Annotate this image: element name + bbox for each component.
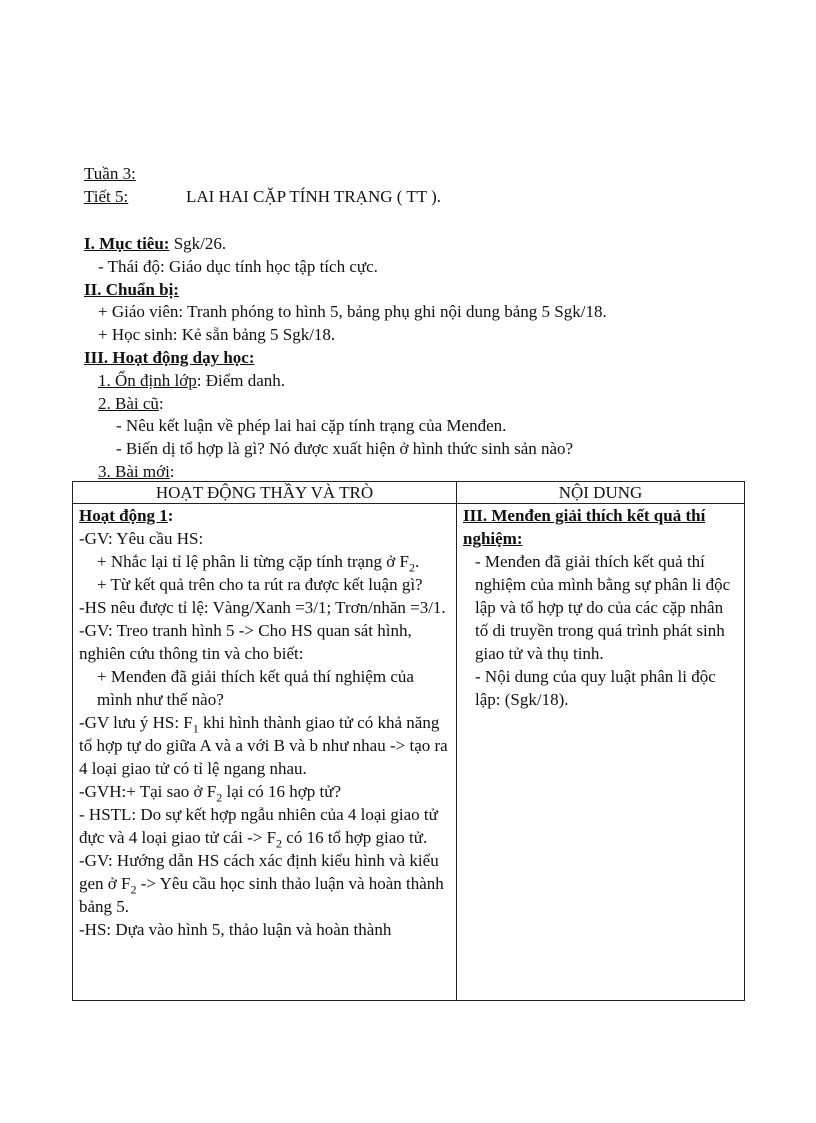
left-line: + Nhắc lại tỉ lệ phân li từng cặp tính trạng ở $F_2$.	[97, 552, 420, 575]
left-line: -GV lưu ý HS: $F_1$ khi hình thành giao tử có khả năng tổ hợp tự do giữa A và a với B và b như nhau -> tạo ra 4 loại giao tử có tỉ lệ ngang nhau.	[79, 713, 448, 778]
objectives-value: Sgk/26.	[173, 234, 227, 253]
activities-label: III. Hoạt động dạy học:	[84, 348, 255, 367]
lesson-title: LAI HAI CẶP TÍNH TRẠNG ( TT ).	[186, 187, 441, 206]
attitude-line: - Thái độ: Giáo dục tính học tập tích cực.	[98, 257, 378, 276]
left-line: + Từ kết quả trên cho ta rút ra được kết luận gì?	[97, 575, 423, 594]
left-line: + Menđen đã giải thích kết quả thí nghiệm của mình như thế nào?	[97, 667, 414, 709]
left-line: -HS: Dựa vào hình 5, thảo luận và hoàn thành	[79, 920, 392, 939]
lesson-label: Tiết 5:	[84, 187, 129, 206]
review-question-2: - Biến dị tổ hợp là gì? Nó được xuất hiện ở hình thức sinh sản nào?	[116, 439, 574, 458]
left-line: -HS nêu được tỉ lệ: Vàng/Xanh =3/1; Trơn/nhăn =3/1.	[79, 598, 446, 617]
item-old-lesson: 2. Bài cũ:	[98, 394, 164, 413]
left-line: -GV: Treo tranh hình 5 -> Cho HS quan sát hình, nghiên cứu thông tin và cho biết:	[79, 621, 412, 663]
content-paragraph: - Nội dung của quy luật phân li độc lập: (Sgk/18).	[475, 667, 716, 709]
left-line: -GVH:+ Tại sao ở $F_2$ lại có 16 hợp tử?	[79, 782, 342, 805]
preparation-label: II. Chuẩn bị:	[84, 280, 179, 299]
week-label: Tuần 3:	[84, 164, 136, 183]
review-question-1: - Nêu kết luận về phép lai hai cặp tính trạng của Menđen.	[116, 416, 507, 435]
header-content: NỘI DUNG	[457, 482, 745, 504]
student-preparation: + Học sinh: Kẻ sẵn bảng 5 Sgk/18.	[98, 325, 336, 344]
lesson-table	[72, 481, 745, 1001]
item-stabilize-class: 1. Ổn định lớp: Điểm danh.	[98, 371, 286, 390]
header-teacher-student: HOẠT ĐỘNG THẦY VÀ TRÒ	[73, 482, 457, 504]
content-paragraph: - Menđen đã giải thích kết quả thí nghiệm của mình bằng sự phân li độc lập và tổ hợp tự do của các cặp nhân tố di truyền trong quá trình phát sinh giao tử và thụ tinh.	[475, 552, 731, 663]
left-line: -GV: Hướng dẫn HS cách xác định kiểu hình và kiểu gen ở $F_2$ -> Yêu cầu học sinh thảo luận và hoàn thành bảng 5.	[79, 851, 444, 916]
content-heading: III. Menđen giải thích kết quả thí nghiệm:	[463, 506, 706, 548]
objectives-line	[84, 232, 226, 255]
left-line: -GV: Yêu cầu HS:	[79, 529, 204, 548]
teacher-student-cell	[73, 504, 457, 1001]
left-line: - HSTL: Do sự kết hợp ngẫu nhiên của 4 loại giao tử đực và 4 loại giao tử cái -> $F_2$ có 16 tổ hợp giao tử.	[79, 805, 438, 851]
teacher-preparation: + Giáo viên: Tranh phóng to hình 5, bảng phụ ghi nội dung bảng 5 Sgk/18.	[98, 302, 607, 321]
activity-title: Hoạt động 1:	[79, 506, 174, 525]
objectives-label: I. Mục tiêu:	[84, 234, 170, 253]
content-cell	[457, 504, 745, 1001]
item-new-lesson: 3. Bài mới:	[98, 462, 175, 481]
